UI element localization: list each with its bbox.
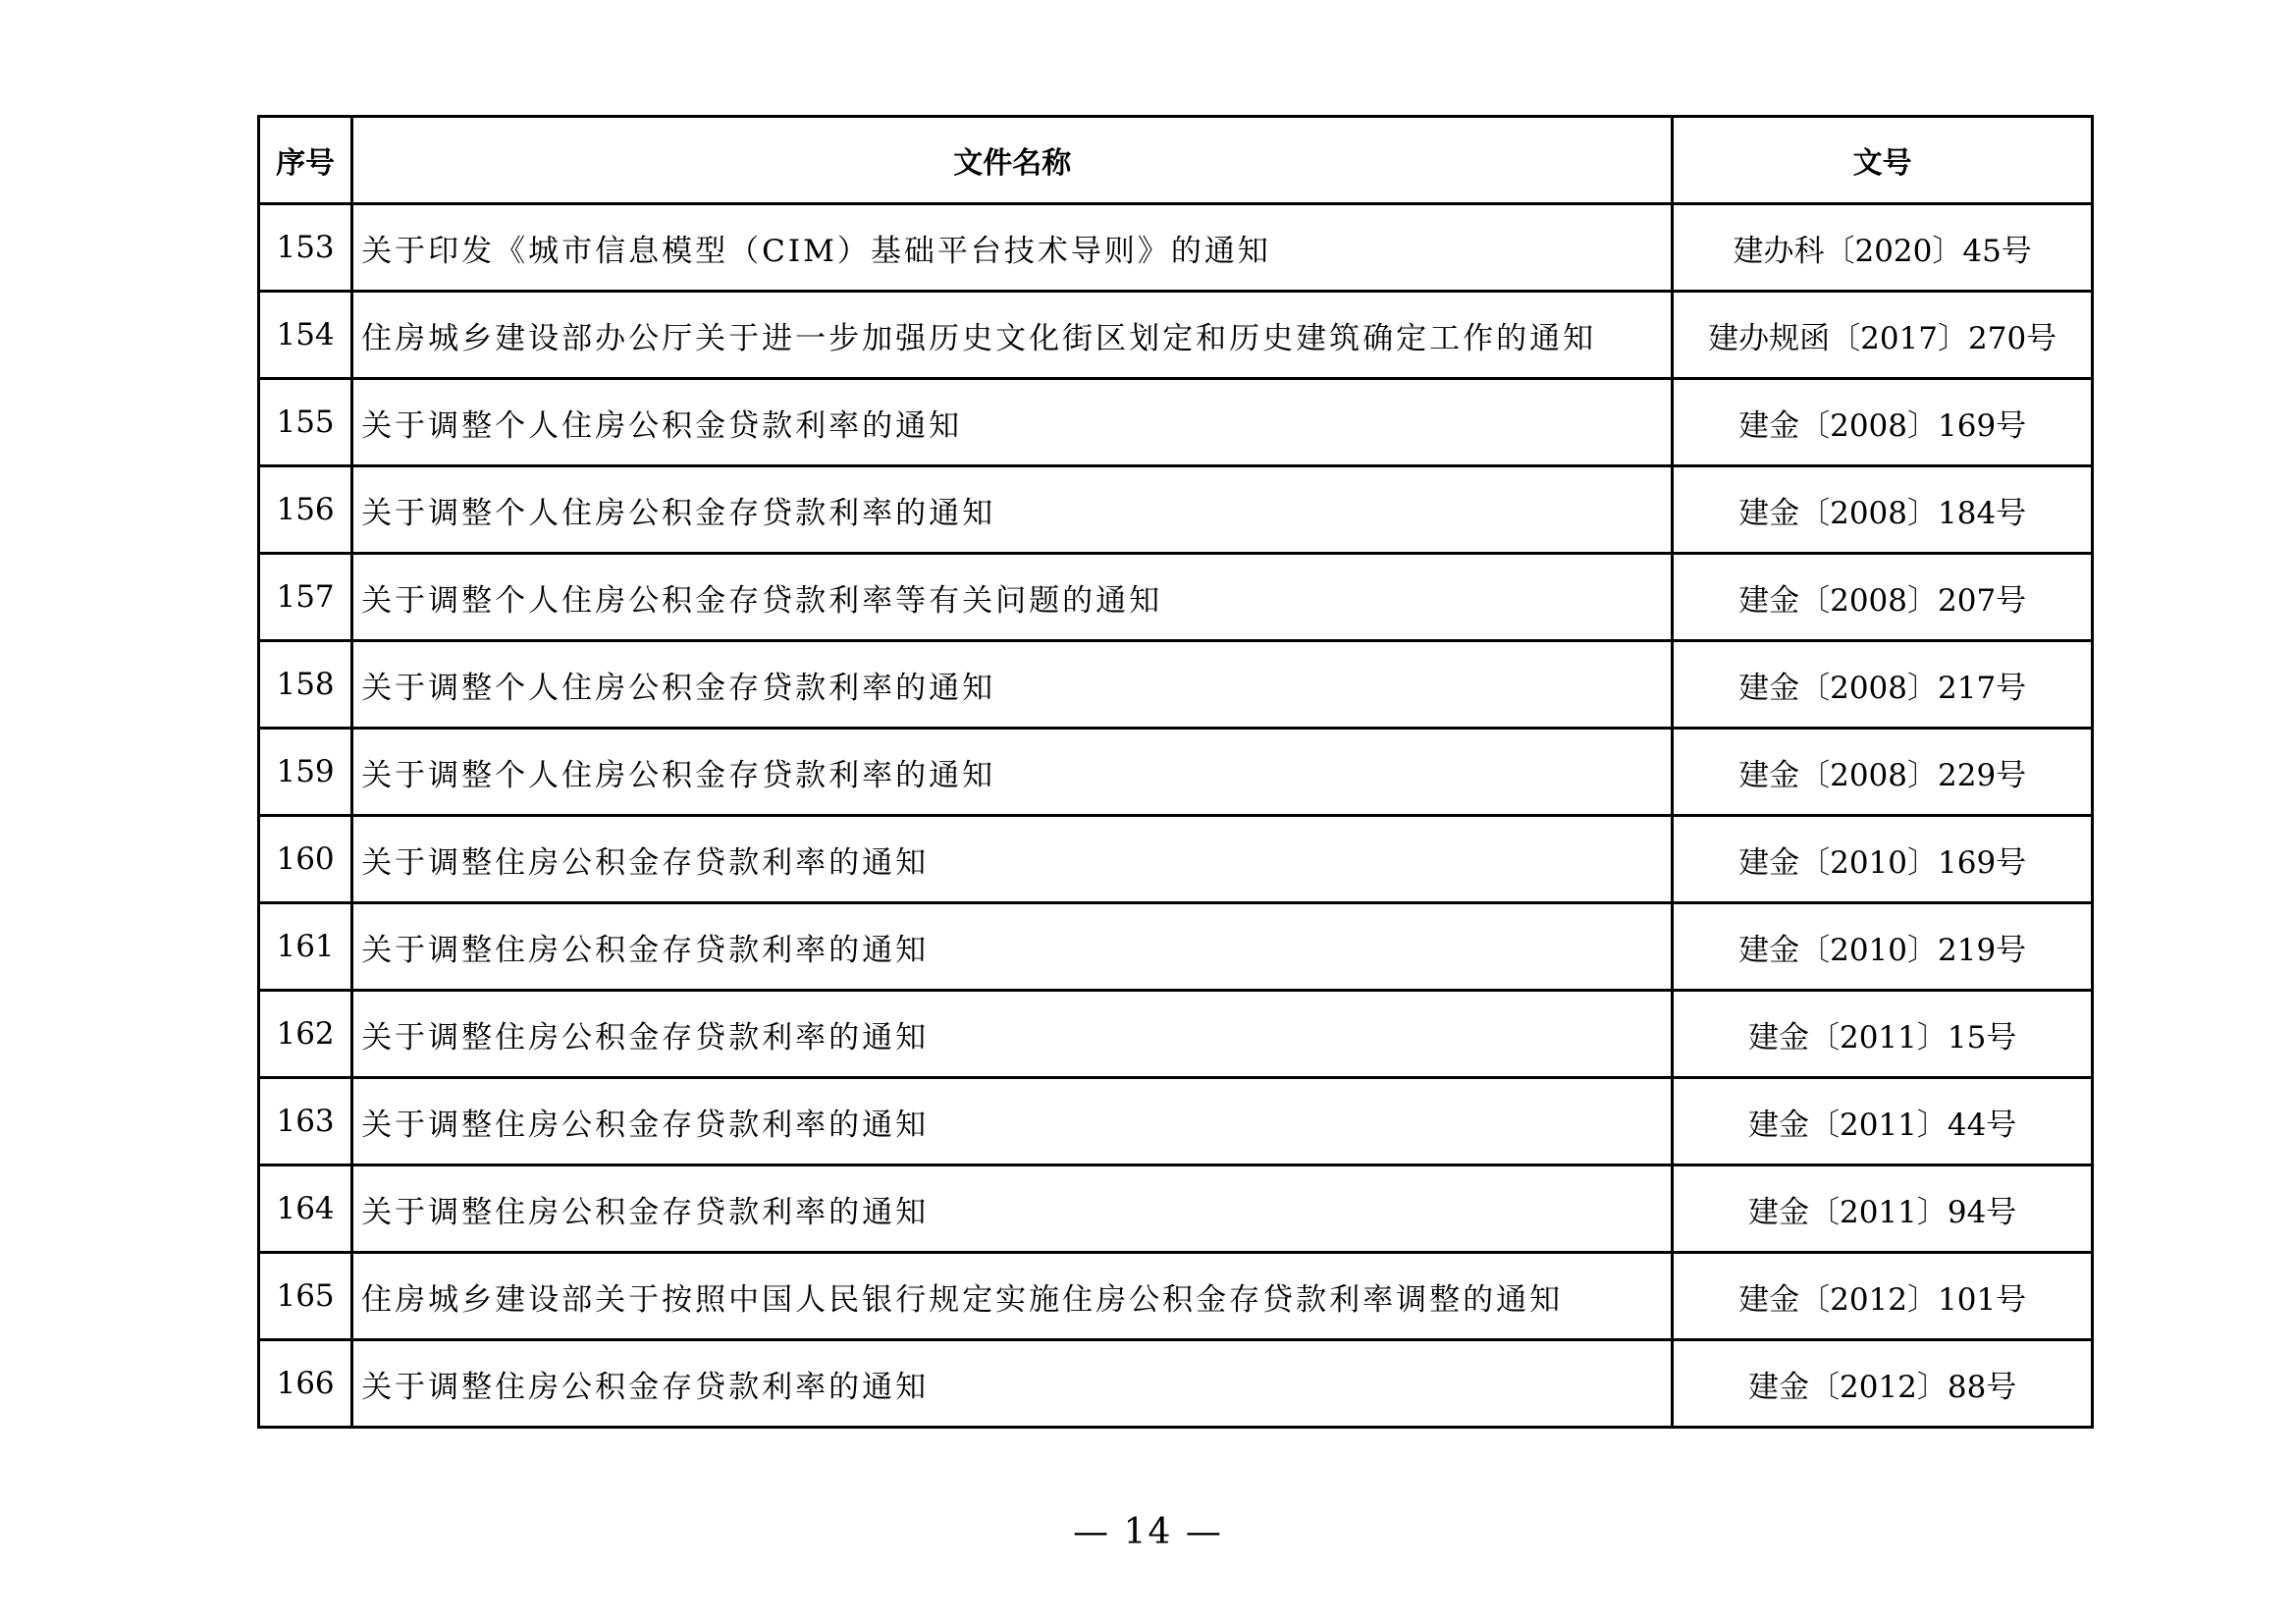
row-doc-number: 建金〔2008〕217号 <box>1673 641 2093 729</box>
header-file-name: 文件名称 <box>352 117 1673 204</box>
table-row <box>259 292 2093 379</box>
table-row <box>259 641 2093 729</box>
row-doc-number: 建金〔2008〕229号 <box>1673 729 2093 816</box>
row-doc-number: 建金〔2012〕88号 <box>1673 1340 2093 1428</box>
row-seq: 154 <box>259 292 352 379</box>
row-doc-number: 建金〔2008〕184号 <box>1673 466 2093 554</box>
row-seq: 163 <box>259 1078 352 1165</box>
row-file-name: 关于调整个人住房公积金存贷款利率的通知 <box>352 729 1673 816</box>
row-seq: 153 <box>259 204 352 292</box>
table-row <box>259 816 2093 903</box>
table-row <box>259 1340 2093 1428</box>
row-doc-number: 建办规函〔2017〕270号 <box>1673 292 2093 379</box>
document-list-table <box>257 115 2094 1429</box>
row-seq: 155 <box>259 379 352 466</box>
row-file-name: 关于调整住房公积金存贷款利率的通知 <box>352 1340 1673 1428</box>
table-row <box>259 1078 2093 1165</box>
row-seq: 164 <box>259 1165 352 1253</box>
table-row <box>259 554 2093 641</box>
row-doc-number: 建金〔2012〕101号 <box>1673 1253 2093 1340</box>
row-seq: 160 <box>259 816 352 903</box>
table-row <box>259 991 2093 1078</box>
row-file-name: 关于印发《城市信息模型（CIM）基础平台技术导则》的通知 <box>352 204 1673 292</box>
table-row <box>259 729 2093 816</box>
row-doc-number: 建金〔2011〕44号 <box>1673 1078 2093 1165</box>
page-number: — 14 — <box>1073 1512 1223 1552</box>
row-doc-number: 建办科〔2020〕45号 <box>1673 204 2093 292</box>
table-body <box>259 204 2093 1428</box>
row-seq: 156 <box>259 466 352 554</box>
row-file-name: 关于调整住房公积金存贷款利率的通知 <box>352 991 1673 1078</box>
table-header-row <box>259 117 2093 204</box>
table-row <box>259 204 2093 292</box>
row-seq: 161 <box>259 903 352 991</box>
row-file-name: 关于调整住房公积金存贷款利率的通知 <box>352 1078 1673 1165</box>
row-doc-number: 建金〔2011〕15号 <box>1673 991 2093 1078</box>
row-seq: 166 <box>259 1340 352 1428</box>
table-row <box>259 466 2093 554</box>
row-file-name: 关于调整住房公积金存贷款利率的通知 <box>352 903 1673 991</box>
row-file-name: 关于调整个人住房公积金存贷款利率的通知 <box>352 466 1673 554</box>
row-doc-number: 建金〔2010〕219号 <box>1673 903 2093 991</box>
row-file-name: 关于调整住房公积金存贷款利率的通知 <box>352 816 1673 903</box>
header-doc-number: 文号 <box>1673 117 2093 204</box>
row-file-name: 关于调整住房公积金存贷款利率的通知 <box>352 1165 1673 1253</box>
row-doc-number: 建金〔2011〕94号 <box>1673 1165 2093 1253</box>
table-row <box>259 903 2093 991</box>
row-seq: 165 <box>259 1253 352 1340</box>
row-doc-number: 建金〔2008〕207号 <box>1673 554 2093 641</box>
table-row <box>259 379 2093 466</box>
row-seq: 157 <box>259 554 352 641</box>
row-doc-number: 建金〔2010〕169号 <box>1673 816 2093 903</box>
table-row <box>259 1165 2093 1253</box>
row-doc-number: 建金〔2008〕169号 <box>1673 379 2093 466</box>
header-seq: 序号 <box>259 117 352 204</box>
row-seq: 158 <box>259 641 352 729</box>
table-row <box>259 1253 2093 1340</box>
row-file-name: 住房城乡建设部办公厅关于进一步加强历史文化街区划定和历史建筑确定工作的通知 <box>352 292 1673 379</box>
row-file-name: 住房城乡建设部关于按照中国人民银行规定实施住房公积金存贷款利率调整的通知 <box>352 1253 1673 1340</box>
row-file-name: 关于调整个人住房公积金存贷款利率的通知 <box>352 641 1673 729</box>
row-file-name: 关于调整个人住房公积金存贷款利率等有关问题的通知 <box>352 554 1673 641</box>
row-seq: 162 <box>259 991 352 1078</box>
row-seq: 159 <box>259 729 352 816</box>
row-file-name: 关于调整个人住房公积金贷款利率的通知 <box>352 379 1673 466</box>
